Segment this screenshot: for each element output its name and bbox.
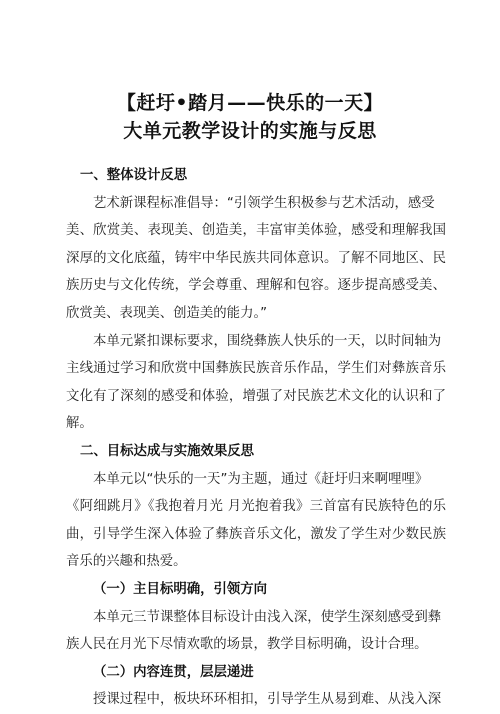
paragraph-line: 艺术新课程标准倡导：“引领学生积极参与艺术活动，感受 — [93, 195, 435, 211]
document-title-line1: 【赶圩•踏月——快乐的一天】 — [116, 92, 384, 114]
paragraph-line: 授课过程中，板块环环相扣，引导学生从易到难、从浅入深 — [93, 692, 442, 708]
subsection1-heading: （一）主目标明确，引领方向 — [93, 581, 268, 597]
paragraph-line: 《阿细跳月》《我抱着月光 月光抱着我》三首富有民族特色的乐 — [66, 499, 446, 515]
paragraph-line: 曲，引导学生深入体验了彝族音乐文化，激发了学生对少数民族 — [66, 526, 446, 542]
subsection2-heading: （二）内容连贯，层层递进 — [93, 664, 254, 680]
document-body — [66, 162, 446, 714]
paragraph-line: 深厚的文化底蕴，铸牢中华民族共同体意识。了解不同地区、民 — [66, 250, 446, 266]
paragraph-line: 本单元紧扣课标要求，围绕彝族人快乐的一天，以时间轴为 — [93, 333, 442, 349]
paragraph-line: 主线通过学习和欣赏中国彝族民族音乐作品，学生们对彝族音乐 — [66, 361, 446, 377]
paragraph-line: 美、欣赏美、表现美、创造美，丰富审美体验，感受和理解我国 — [66, 223, 446, 239]
paragraph-line: 音乐的兴趣和热爱。 — [66, 554, 187, 570]
section2-heading: 二、目标达成与实施效果反思 — [80, 443, 255, 459]
document-title-line2: 大单元教学设计的实施与反思 — [123, 120, 377, 142]
paragraph-line: 族人民在月光下尽情欢歌的场景，教学目标明确，设计合理。 — [66, 637, 428, 653]
paragraph-line: 本单元以“快乐的一天”为主题，通过《赶圩归来啊哩哩》 — [93, 471, 429, 487]
paragraph-line: 文化有了深刻的感受和体验，增强了对民族艺术文化的认识和了 — [66, 388, 446, 404]
section1-heading: 一、整体设计反思 — [80, 168, 188, 183]
paragraph-line: 本单元三节课整体目标设计由浅入深，使学生深刻感受到彝 — [93, 609, 442, 625]
paragraph-line: 解。 — [66, 416, 93, 432]
paragraph-line: 族历史与文化传统，学会尊重、理解和包容。逐步提高感受美、 — [66, 278, 446, 294]
paragraph-line: 欣赏美、表现美、创造美的能力。” — [66, 305, 268, 321]
